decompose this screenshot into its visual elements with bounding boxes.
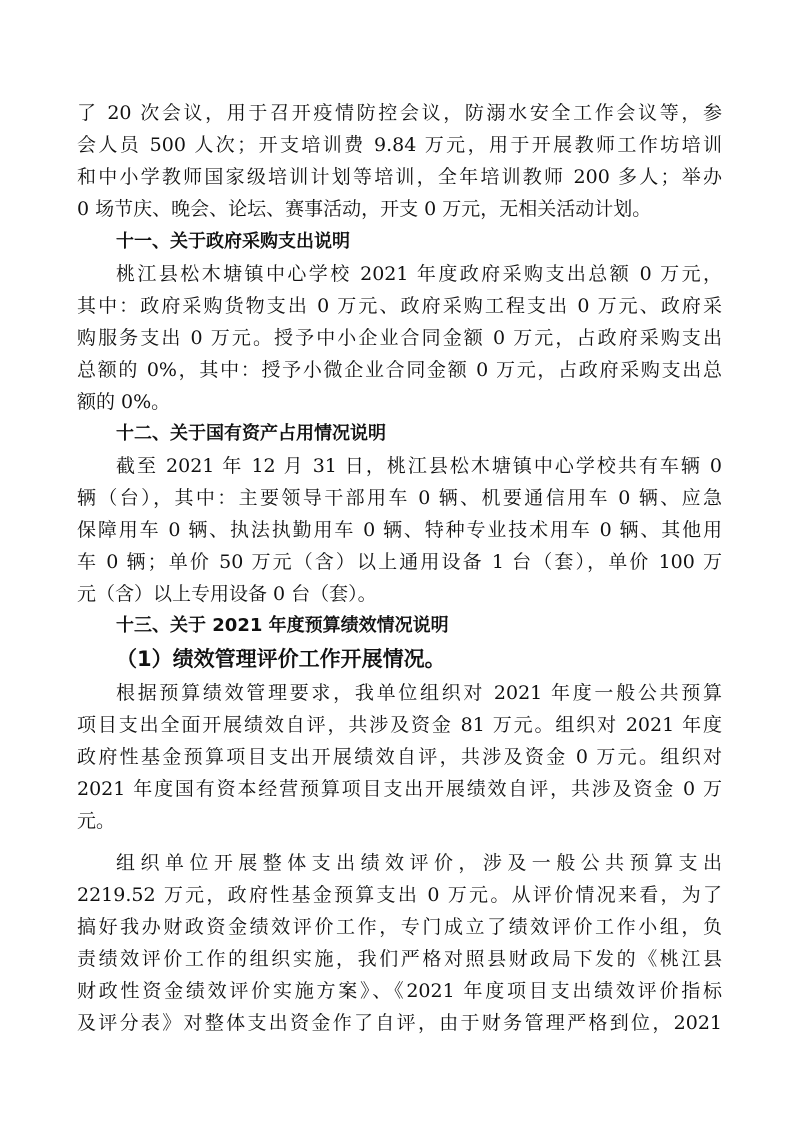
paragraph-line: 及评分表》对整体支出资金作了自评，由于财务管理严格到位，2021	[77, 1012, 722, 1034]
paragraph-line: 财政性资金绩效评价实施方案》、《2021 年度项目支出绩效评价指标	[77, 980, 722, 1002]
paragraph-line: 和中小学教师国家级培训计划等培训，全年培训教师 200 多人；举办	[77, 166, 722, 188]
paragraph-line: 元。	[77, 810, 116, 832]
paragraph-line: 车 0 辆；单价 50 万元（含）以上通用设备 1 台（套），单价 100 万	[77, 551, 722, 573]
subsection-heading-13-1: （1）绩效管理评价工作开展情况。	[116, 647, 446, 671]
paragraph-line: 政府性基金预算项目支出开展绩效自评，共涉及资金 0 万元。组织对	[77, 746, 722, 768]
paragraph-line: 总额的 0%，其中：授予小微企业合同金额 0 万元，占政府采购支出总	[77, 359, 722, 381]
paragraph-line: 责绩效评价工作的组织实施，我们严格对照县财政局下发的《桃江县	[77, 948, 722, 970]
paragraph-line: 辆（台），其中：主要领导干部用车 0 辆、机要通信用车 0 辆、应急	[77, 487, 722, 509]
paragraph-line: 2219.52 万元，政府性基金预算支出 0 万元。从评价情况来看，为了	[77, 884, 722, 906]
section-heading-13: 十三、关于 2021 年度预算绩效情况说明	[116, 615, 449, 636]
paragraph-line: 根据预算绩效管理要求，我单位组织对 2021 年度一般公共预算	[116, 682, 722, 704]
paragraph-line: 了 20 次会议，用于召开疫情防控会议，防溺水安全工作会议等，参	[77, 102, 722, 124]
paragraph-line: 保障用车 0 辆、执法执勤用车 0 辆、特种专业技术用车 0 辆、其他用	[77, 519, 722, 541]
section-heading-12: 十二、关于国有资产占用情况说明	[116, 423, 386, 444]
paragraph-line: 组织单位开展整体支出绩效评价，涉及一般公共预算支出	[116, 852, 722, 874]
paragraph-line: 会人员 500 人次；开支培训费 9.84 万元，用于开展教师工作坊培训	[77, 134, 722, 156]
paragraph-line: 截至 2021 年 12 月 31 日，桃江县松木塘镇中心学校共有车辆 0	[116, 455, 722, 477]
paragraph-line: 额的 0%。	[77, 391, 171, 413]
paragraph-line: 购服务支出 0 万元。授予中小企业合同金额 0 万元，占政府采购支出	[77, 327, 722, 349]
paragraph-line: 元（含）以上专用设备 0 台（套）。	[77, 583, 377, 605]
paragraph-line: 搞好我办财政资金绩效评价工作，专门成立了绩效评价工作小组，负	[77, 916, 722, 938]
paragraph-line: 桃江县松木塘镇中心学校 2021 年度政府采购支出总额 0 万元，	[116, 263, 722, 285]
paragraph-line: 其中：政府采购货物支出 0 万元、政府采购工程支出 0 万元、政府采	[77, 295, 722, 317]
paragraph-line: 0 场节庆、晚会、论坛、赛事活动，开支 0 万元，无相关活动计划。	[77, 198, 652, 220]
paragraph-line: 2021 年度国有资本经营预算项目支出开展绩效自评，共涉及资金 0 万	[77, 778, 722, 800]
paragraph-line: 项目支出全面开展绩效自评，共涉及资金 81 万元。组织对 2021 年度	[77, 714, 722, 736]
section-heading-11: 十一、关于政府采购支出说明	[116, 231, 350, 252]
